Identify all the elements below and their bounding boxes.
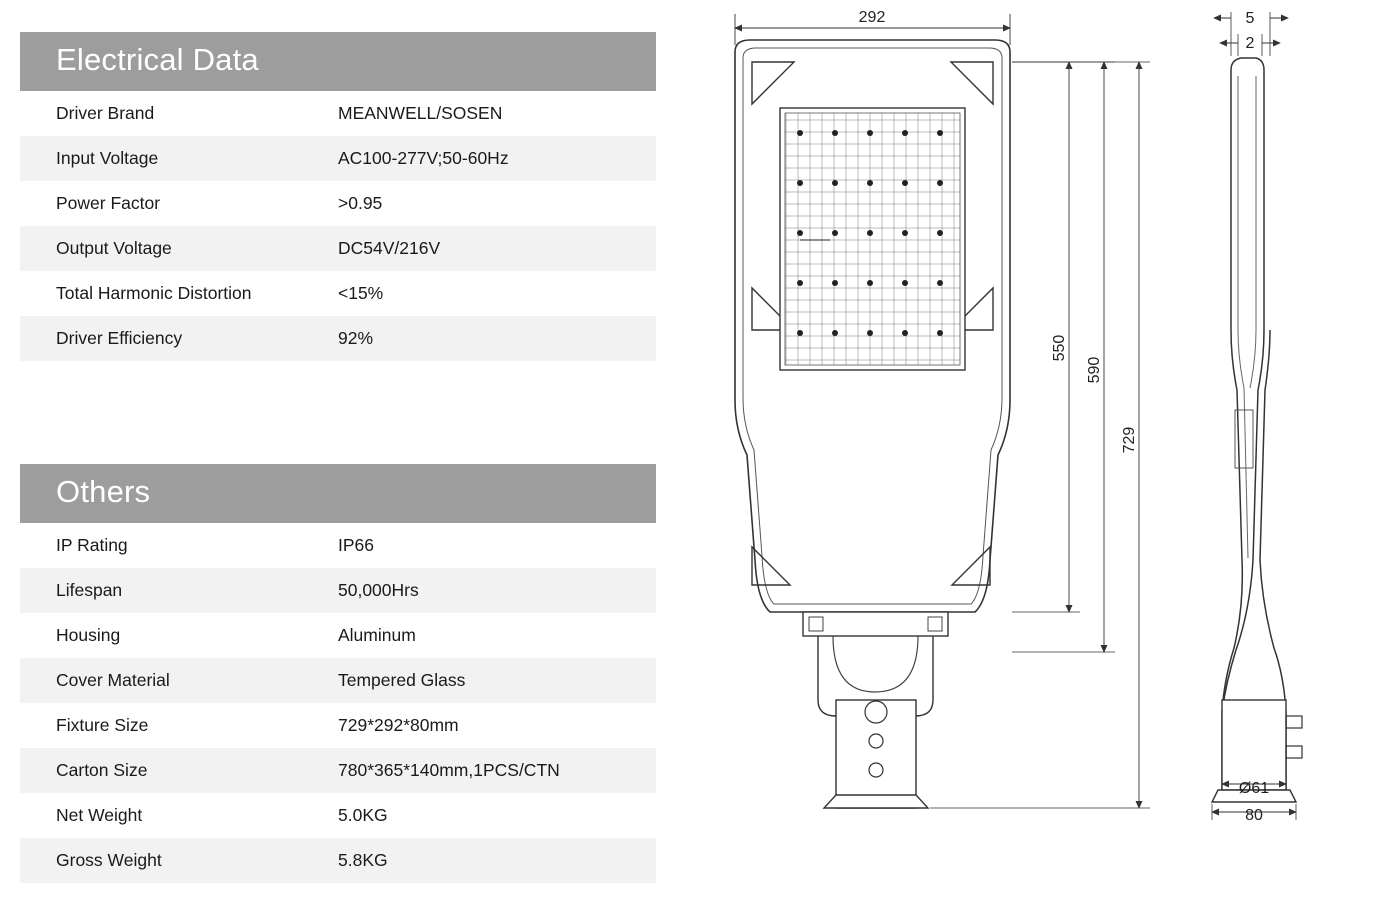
row-label: Driver Efficiency [20, 316, 338, 361]
row-label: Output Voltage [20, 226, 338, 271]
row-value: 50,000Hrs [338, 568, 656, 613]
table-row [20, 136, 656, 181]
others-title: Others [20, 464, 656, 523]
dimension-2 [1220, 34, 1280, 56]
row-value: AC100-277V;50-60Hz [338, 136, 656, 181]
dim-label-292: 292 [858, 9, 886, 26]
dim-label-5: 5 [1245, 10, 1255, 27]
row-label: Gross Weight [20, 838, 338, 883]
electrical-data-title: Electrical Data [20, 32, 656, 91]
row-value: IP66 [338, 523, 656, 568]
table-row [20, 658, 656, 703]
row-label: Power Factor [20, 181, 338, 226]
dimension-550 [1012, 62, 1080, 612]
row-label: IP Rating [20, 523, 338, 568]
row-label: Carton Size [20, 748, 338, 793]
row-value: DC54V/216V [338, 226, 656, 271]
table-row [20, 793, 656, 838]
table-row [20, 613, 656, 658]
led-panel [780, 108, 965, 370]
table-row [20, 568, 656, 613]
dimension-80 [1212, 804, 1296, 824]
row-value: >0.95 [338, 181, 656, 226]
row-label: Total Harmonic Distortion [20, 271, 338, 316]
dim-label-590: 590 [1086, 356, 1103, 384]
table-row [20, 703, 656, 748]
dim-label-550: 550 [1051, 334, 1068, 362]
row-value: Aluminum [338, 613, 656, 658]
row-label: Fixture Size [20, 703, 338, 748]
row-value: 5.0KG [338, 793, 656, 838]
row-value: 5.8KG [338, 838, 656, 883]
table-row [20, 523, 656, 568]
dim-label-729: 729 [1121, 426, 1138, 454]
row-value: 780*365*140mm,1PCS/CTN [338, 748, 656, 793]
table-row [20, 91, 656, 136]
row-label: Driver Brand [20, 91, 338, 136]
others-table [20, 523, 656, 883]
technical-drawing [690, 0, 1381, 913]
row-label: Input Voltage [20, 136, 338, 181]
electrical-data-panel [20, 32, 656, 361]
row-label: Lifespan [20, 568, 338, 613]
dim-label-diameter: Ø61 [1238, 780, 1270, 797]
row-value: Tempered Glass [338, 658, 656, 703]
mounting-bracket [803, 612, 948, 808]
table-row [20, 226, 656, 271]
table-row [20, 316, 656, 361]
row-value: <15% [338, 271, 656, 316]
row-label: Housing [20, 613, 338, 658]
side-view [1212, 10, 1302, 824]
row-label: Cover Material [20, 658, 338, 703]
row-value: 729*292*80mm [338, 703, 656, 748]
electrical-data-table [20, 91, 656, 361]
table-row [20, 838, 656, 883]
row-value: 92% [338, 316, 656, 361]
others-panel [20, 464, 656, 883]
table-row [20, 271, 656, 316]
row-value: MEANWELL/SOSEN [338, 91, 656, 136]
dim-label-2: 2 [1245, 35, 1255, 52]
front-view [735, 9, 1150, 808]
table-row [20, 181, 656, 226]
dim-label-80: 80 [1245, 807, 1263, 824]
table-row [20, 748, 656, 793]
row-label: Net Weight [20, 793, 338, 838]
